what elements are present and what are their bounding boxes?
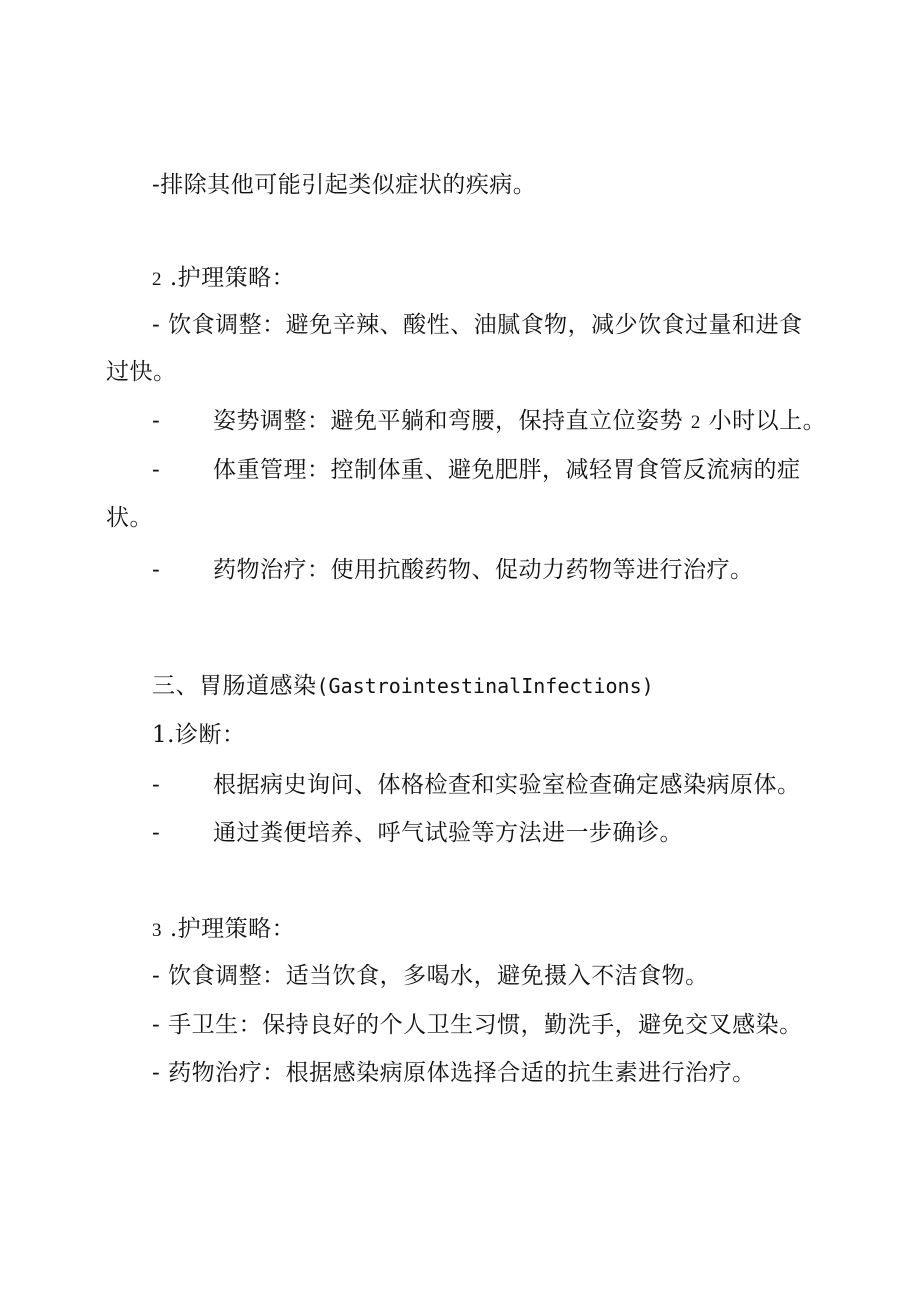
bullet-text-tail: 小时以上。: [708, 408, 827, 434]
bullet-dash: -: [152, 557, 160, 583]
heading-number: 2: [152, 269, 162, 290]
bullet-posture-adjustment: [213, 406, 826, 438]
paragraph-exclude-diseases: -排除其他可能引起类似症状的疾病。: [152, 172, 537, 198]
heading-text: .护理策略：: [169, 916, 296, 942]
bullet-dash: -: [152, 457, 160, 483]
bullet-diet-water: - 饮食调整：适当饮食，多喝水，避免摄入不洁食物。: [152, 963, 709, 989]
bullet-weight-management-line1: 体重管理：控制体重、避免肥胖，减轻胃食管反流病的症: [213, 457, 801, 483]
heading-nursing-strategy-3: [152, 914, 295, 946]
bullet-hand-hygiene: - 手卫生：保持良好的个人卫生习惯，勤洗手，避免交叉感染。: [152, 1012, 803, 1038]
bullet-dash: -: [152, 408, 160, 434]
bullet-number: 2: [690, 412, 701, 433]
bullet-dash: -: [152, 772, 160, 798]
section-title-gi-infections: [152, 671, 654, 701]
bullet-medication: 药物治疗：使用抗酸药物、促动力药物等进行治疗。: [213, 557, 754, 583]
section-title-en: (GastrointestinalInfections): [316, 674, 654, 698]
bullet-history-exam: 根据病史询问、体格检查和实验室检查确定感染病原体。: [213, 772, 801, 798]
heading-nursing-strategy-2: [152, 263, 295, 295]
bullet-antibiotic-treatment: - 药物治疗：根据感染病原体选择合适的抗生素进行治疗。: [152, 1060, 756, 1086]
bullet-weight-management-line2: 状。: [106, 505, 153, 531]
heading-text: .护理策略：: [169, 265, 296, 291]
bullet-diet-adjustment-line2: 过快。: [106, 359, 177, 385]
bullet-text: 姿势调整：避免平躺和弯腰，保持直立位姿势: [213, 408, 683, 434]
section-title-cn: 三、胃肠道感染: [152, 673, 317, 699]
bullet-diet-adjustment-line1: - 饮食调整：避免辛辣、酸性、油腻食物，减少饮食过量和进食: [152, 312, 803, 338]
bullet-stool-culture: 通过粪便培养、呼气试验等方法进一步确诊。: [213, 820, 683, 846]
heading-diagnosis: 1.诊断：: [152, 722, 246, 748]
bullet-dash: -: [152, 820, 160, 846]
heading-number: 3: [152, 920, 162, 941]
